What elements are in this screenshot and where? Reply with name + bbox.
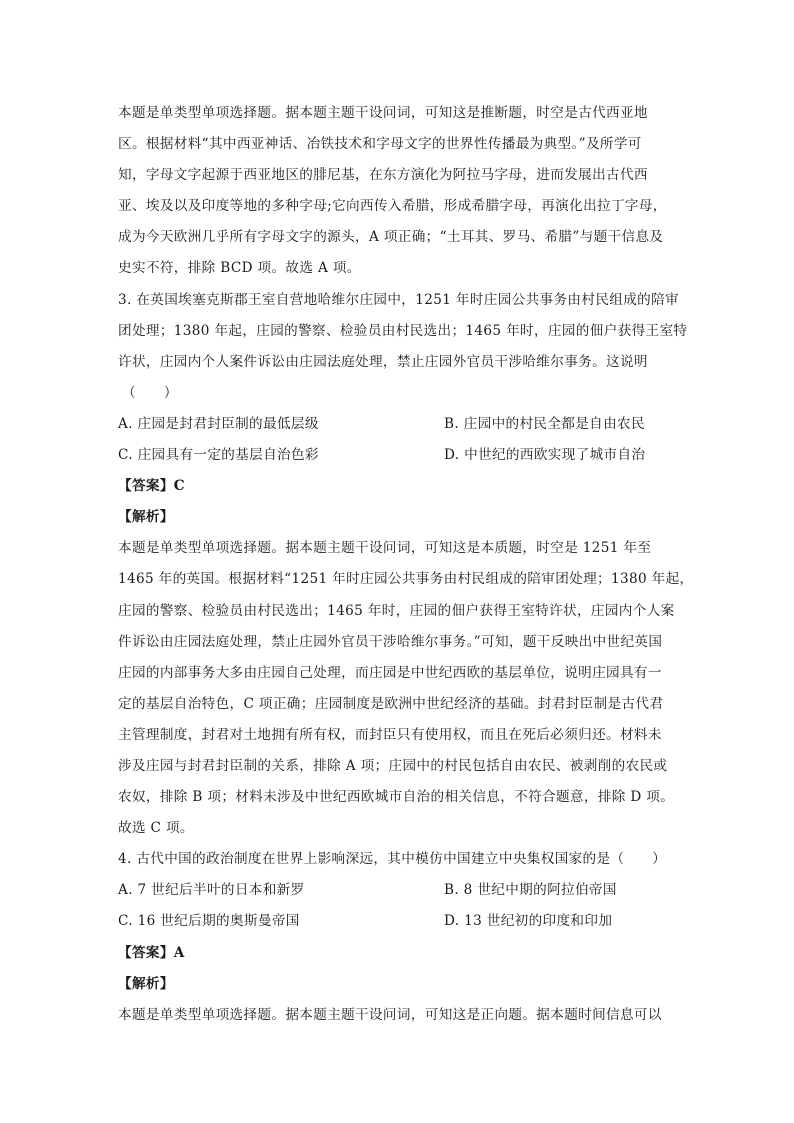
analysis-line: 本题是单类型单项选择题。据本题主题干设问词，可知这是正向题。据本题时间信息可以 bbox=[118, 1006, 662, 1023]
answer-blank: （ ） bbox=[122, 384, 178, 401]
answer-line: 【答案】C bbox=[118, 478, 185, 495]
analysis-line: 农奴，排除 B 项；材料未涉及中世纪西欧城市自治的相关信息，不符合题意，排除 D 项。 bbox=[118, 789, 675, 806]
option-left: C. 16 世纪后期的奥斯曼帝国 bbox=[118, 913, 300, 930]
question-3-stem: 团处理；1380 年起，庄园的警察、检验员由村民选出；1465 年时，庄园的佃户获得王室特 bbox=[118, 322, 688, 339]
analysis-heading: 【解析】 bbox=[118, 509, 174, 526]
option-right: D. 13 世纪初的印度和印加 bbox=[444, 913, 613, 930]
option-right: B. 8 世纪中期的阿拉伯帝国 bbox=[444, 882, 617, 899]
question-3-stem: 3. 在英国埃塞克斯郡王室自营地哈维尔庄园中，1251 年时庄园公共事务由村民组成的陪审 bbox=[118, 291, 679, 308]
option-left: A. 庄园是封君封臣制的最低层级 bbox=[118, 415, 319, 432]
option-left: C. 庄园具有一定的基层自治色彩 bbox=[118, 447, 319, 464]
analysis-line: 本题是单类型单项选择题。据本题主题干设问词，可知这是本质题，时空是 1251 年至 bbox=[118, 540, 652, 557]
analysis-line: 区。根据材料“其中西亚神话、冶铁技术和字母文字的世界性传播最为典型。”及所学可 bbox=[118, 136, 642, 153]
analysis-line: 主管理制度，封君对土地拥有所有权，而封臣只有使用权，而且在死后必须归还。材料未 bbox=[118, 726, 662, 743]
analysis-line: 件诉讼由庄园法庭处理，禁止庄园外官员干涉哈维尔事务。”可知，题干反映出中世纪英国 bbox=[118, 633, 663, 650]
question-3-stem: 许状，庄园内个人案件诉讼由庄园法庭处理，禁止庄园外官员干涉哈维尔事务。这说明 bbox=[118, 353, 648, 370]
analysis-line: 1465 年的英国。根据材料“1251 年时庄园公共事务由村民组成的陪审团处理；1380 年起， bbox=[118, 571, 694, 588]
document-page bbox=[118, 98, 694, 1031]
analysis-line: 史实不符，排除 BCD 项。故选 A 项。 bbox=[118, 260, 361, 277]
analysis-line: 庄园的内部事务大多由庄园自己处理，而庄园是中世纪西欧的基层单位，说明庄园具有一 bbox=[118, 664, 662, 681]
option-right: B. 庄园中的村民全都是自由农民 bbox=[444, 415, 645, 432]
analysis-line: 亚、埃及以及印度等地的多种字母;它向西传入希腊，形成希腊字母，再演化出拉丁字母， bbox=[118, 198, 667, 215]
question-3-options bbox=[118, 409, 678, 440]
analysis-line: 知，字母文字起源于西亚地区的腓尼基，在东方演化为阿拉马字母，进而发展出古代西 bbox=[118, 167, 648, 184]
question-4-options bbox=[118, 875, 678, 906]
analysis-line: 故选 C 项。 bbox=[118, 820, 194, 837]
analysis-heading: 【解析】 bbox=[118, 975, 174, 992]
answer-line: 【答案】A bbox=[118, 944, 185, 961]
analysis-line: 本题是单类型单项选择题。据本题主题干设问词，可知这是推断题，时空是古代西亚地 bbox=[118, 105, 648, 121]
question-3-options bbox=[118, 440, 678, 471]
analysis-line: 定的基层自治特色，C 项正确；庄园制度是欧洲中世纪经济的基础。封君封臣制是古代君 bbox=[118, 695, 664, 712]
analysis-line: 庄园的警察、检验员由村民选出；1465 年时，庄园的佃户获得王室特许状，庄园内个人案 bbox=[118, 602, 675, 619]
analysis-line: 成为今天欧洲几乎所有字母文字的源头，A 项正确；“土耳其、罗马、希腊”与题干信息及 bbox=[118, 229, 664, 246]
question-4-options bbox=[118, 906, 678, 937]
option-left: A. 7 世纪后半叶的日本和新罗 bbox=[118, 882, 305, 899]
option-right: D. 中世纪的西欧实现了城市自治 bbox=[444, 447, 646, 464]
question-4-stem: 4. 古代中国的政治制度在世界上影响深远，其中模仿中国建立中央集权国家的是（ ） bbox=[118, 851, 667, 868]
analysis-line: 涉及庄园与封君封臣制的关系，排除 A 项；庄园中的村民包括自由农民、被剥削的农民或 bbox=[118, 757, 668, 774]
